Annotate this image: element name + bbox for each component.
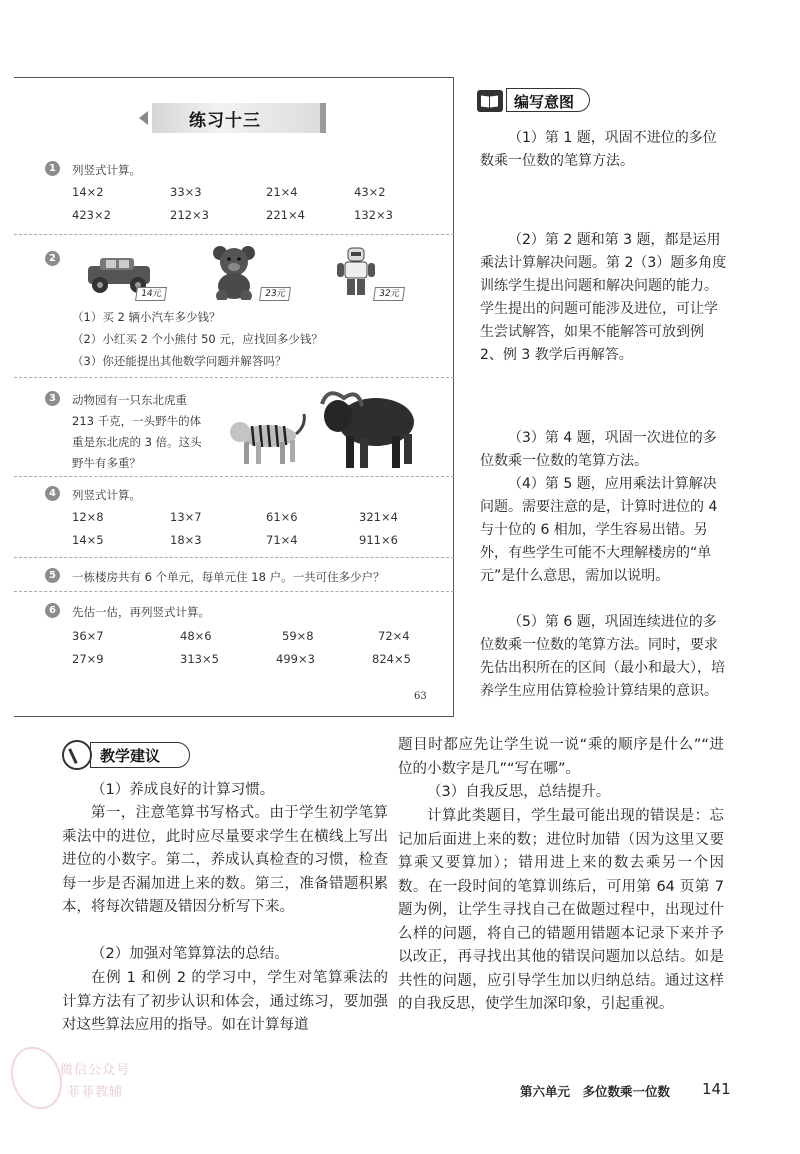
price-tag-car: 14元 xyxy=(135,287,167,301)
q1-exp: 33×3 xyxy=(170,185,202,199)
q4-exp: 61×6 xyxy=(266,510,298,524)
q4-exp: 321×4 xyxy=(359,510,398,524)
intent-heading: 编写意图 xyxy=(514,93,575,111)
q1-instruction: 列竖式计算。 xyxy=(72,163,141,177)
question-number-3: 3 xyxy=(45,391,60,406)
advice-right-paragraph: 题目时都应先让学生说一说“乘的顺序是什么”“进位的小数字是几”“写在哪”。 xyxy=(398,737,724,777)
price-tag-robot: 32元 xyxy=(373,287,405,301)
q6-exp: 824×5 xyxy=(372,652,411,666)
tiger-icon xyxy=(228,408,308,468)
price-tag-bear: 23元 xyxy=(259,287,291,301)
advice-left-paragraph: 第一，注意笔算书写格式。由于学生初学笔算乘法中的进位，此时应尽量要求学生在横线上写出进位的小数字。第二，养成认真检查的习惯，检查每一步是否漏加进上来的数。第三，准备错题积累本，将每次错题及错因分析写下来。 xyxy=(62,805,388,915)
intent-paragraph: （3）第 4 题，巩固一次进位的多位数乘一位数的笔算方法。 xyxy=(480,430,717,469)
advice-heading: 教学建议 xyxy=(100,747,161,765)
exercise-title-banner xyxy=(139,103,334,133)
q4-exp: 12×8 xyxy=(72,510,104,524)
divider xyxy=(14,234,454,235)
open-book-icon xyxy=(477,90,503,112)
q4-instruction: 列竖式计算。 xyxy=(72,488,141,502)
q4-exp: 18×3 xyxy=(170,533,202,547)
divider xyxy=(14,557,454,558)
q2-item: （1）买 2 辆小汽车多少钱？ xyxy=(72,310,221,324)
q2-item: （2）小红买 2 个小熊付 50 元，应找回多少钱？ xyxy=(72,332,323,346)
banner-arrow-icon xyxy=(139,111,148,125)
intent-paragraph: （2）第 2 题和第 3 题，都是运用乘法计算解决问题。第 2（3）题多角度训练学生提出问题和解决问题的能力。学生提出的问题可能涉及进位，可让学生尝试解答，如果不能解答可放到例 2、例 3 教学后再解答。 xyxy=(480,232,727,363)
q1-exp: 423×2 xyxy=(72,208,111,222)
q3-line: 重是东北虎的 3 倍。这头 xyxy=(72,435,202,449)
advice-right-paragraph: 计算此类题目，学生最可能出现的错误是：忘记加后面进上来的数；进位时加错（因为这里又要算乘又要算加）；错用进上来的数去乘另一个因数。在一段时间的笔算训练后，可用第 64 页第 7 题为例，让学生寻找自己在做题过程中，出现过什么样的问题，将自己的错题用错题本记录下来并予以改正，再寻找出其他的错误问题加以总结。如是共性的问题，应引导学生加以归纳总结。通过这样的自我反思，使学生加深印象，引起重视。 xyxy=(398,808,724,1012)
question-number-6: 6 xyxy=(45,603,60,618)
exercise-title: 练习十三 xyxy=(189,111,261,131)
q6-instruction: 先估一估，再列竖式计算。 xyxy=(72,605,210,619)
q4-exp: 71×4 xyxy=(266,533,298,547)
q4-exp: 13×7 xyxy=(170,510,202,524)
q6-exp: 72×4 xyxy=(378,629,410,643)
q6-exp: 499×3 xyxy=(276,652,315,666)
q1-exp: 21×4 xyxy=(266,185,298,199)
toy-robot-icon xyxy=(336,246,376,298)
q1-exp: 212×3 xyxy=(170,208,209,222)
q4-exp: 14×5 xyxy=(72,533,104,547)
teaching-advice-icon xyxy=(62,740,92,770)
q6-exp: 36×7 xyxy=(72,629,104,643)
teddy-bear-icon xyxy=(210,244,258,300)
advice-right-paragraph: （3）自我反思，总结提升。 xyxy=(427,784,611,800)
q4-exp: 911×6 xyxy=(359,533,398,547)
q1-exp: 14×2 xyxy=(72,185,104,199)
buffalo-icon xyxy=(318,384,418,474)
running-footer: 第六单元 多位数乘一位数 xyxy=(520,1084,671,1099)
q5-text: 一栋楼房共有 6 个单元，每单元住 18 户。一共可住多少户？ xyxy=(72,570,385,584)
divider xyxy=(14,377,454,378)
q2-item: （3）你还能提出其他数学问题并解答吗？ xyxy=(72,354,287,368)
advice-left-paragraph: 在例 1 和例 2 的学习中，学生对笔算乘法的计算方法有了初步认识和体会，通过练习，要加强对这些算法应用的指导。如在计算每道 xyxy=(62,970,388,1033)
q3-line: 213 千克，一头野牛的体 xyxy=(72,414,202,428)
question-number-2: 2 xyxy=(45,251,60,266)
q6-exp: 27×9 xyxy=(72,652,104,666)
watermark: 微信公众号 菲菲教辅 xyxy=(60,1063,131,1100)
intent-paragraph: （1）第 1 题，巩固不进位的多位数乘一位数的笔算方法。 xyxy=(480,130,717,169)
q6-exp: 59×8 xyxy=(282,629,314,643)
q1-exp: 221×4 xyxy=(266,208,305,222)
q3-line: 野牛有多重？ xyxy=(72,456,141,470)
q6-exp: 48×6 xyxy=(180,629,212,643)
textbook-page-number: 63 xyxy=(414,691,427,702)
textbook-page-panel xyxy=(14,77,454,717)
question-number-1: 1 xyxy=(45,161,60,176)
advice-left-paragraph: （1）养成良好的计算习惯。 xyxy=(91,782,275,798)
divider xyxy=(14,476,454,477)
question-number-5: 5 xyxy=(45,568,60,583)
intent-paragraph: （5）第 6 题，巩固连续进位的多位数乘一位数的笔算方法。同时，要求先估出积所在的区间（最小和最大），培养学生应用估算检验计算结果的意识。 xyxy=(480,614,725,699)
advice-left-paragraph: （2）加强对笔算算法的总结。 xyxy=(91,946,289,962)
intent-paragraph: （4）第 5 题，应用乘法计算解决问题。需要注意的是，计算时进位的 4 与十位的 6 相加，学生容易出错。另外，有些学生可能不大理解楼房的“单元”是什么意思，需加以说明。 xyxy=(480,476,718,584)
q1-exp: 132×3 xyxy=(354,208,393,222)
divider xyxy=(14,591,454,592)
question-number-4: 4 xyxy=(45,486,60,501)
q3-line: 动物园有一只东北虎重 xyxy=(72,393,187,407)
page-number: 141 xyxy=(702,1080,731,1098)
q6-exp: 313×5 xyxy=(180,652,219,666)
q1-exp: 43×2 xyxy=(354,185,386,199)
